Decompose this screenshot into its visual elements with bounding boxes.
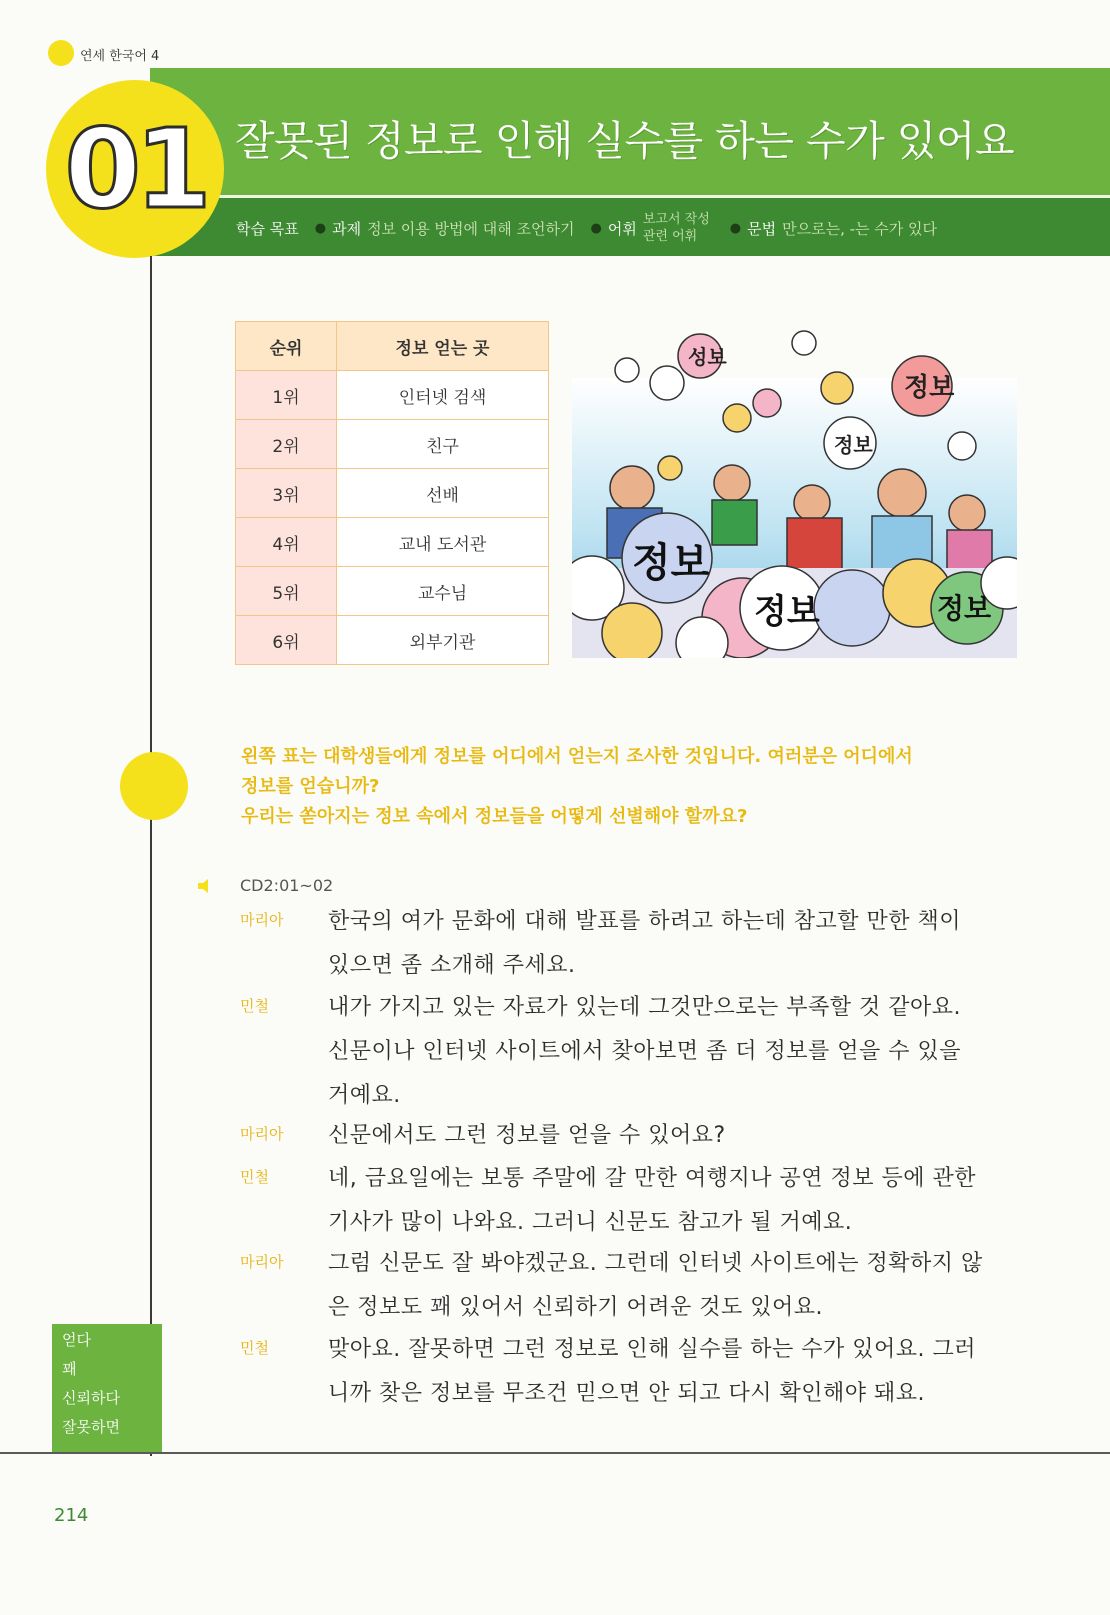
lesson-number: 01 [64,105,206,233]
svg-text:정보: 정보 [834,433,873,457]
dialogue-line: 한국의 여가 문화에 대해 발표를 하려고 하는데 참고할 만한 책이 [328,909,961,934]
rank-cell: 6위 [236,616,337,665]
vocabulary-item: 잘못하면 [62,1418,120,1436]
dialogue-line: 네, 금요일에는 보통 주말에 갈 만한 여행지나 공연 정보 등에 관한 [328,1166,976,1191]
side-decoration-dot [120,752,188,820]
page-number: 214 [54,1505,89,1526]
table-row [236,616,549,665]
audio-track-label: CD2:01~02 [240,876,334,895]
column-header-rank: 순위 [236,322,337,371]
source-cell: 교수님 [337,567,549,616]
speaker-name: 민철 [240,1168,269,1186]
svg-text:성보: 성보 [688,345,727,369]
question-line: 정보를 얻습니까? [241,776,380,797]
rank-cell: 1위 [236,371,337,420]
vocabulary-list [62,1326,162,1442]
table-row [236,469,549,518]
info-source-ranking-table [235,321,549,665]
table-row [236,567,549,616]
speaker-name: 마리아 [240,911,284,929]
vocabulary-item: 신뢰하다 [62,1389,120,1407]
header-dot [48,40,74,66]
table-row [236,518,549,567]
margin-rule [150,256,152,1456]
book-title: 연세 한국어 4 [80,49,160,64]
question-line: 왼쪽 표는 대학생들에게 정보를 어디에서 얻는지 조사한 것입니다. 여러분은 어디에서 [241,746,913,767]
rank-cell: 3위 [236,469,337,518]
dialogue-line: 기사가 많이 나와요. 그러니 신문도 참고가 될 거예요. [328,1210,853,1235]
task-value: 정보 이용 방법에 대해 조언하기 [367,219,575,238]
speaker-name: 마리아 [240,1253,284,1271]
dialogue-line: 맞아요. 잘못하면 그런 정보로 인해 실수를 하는 수가 있어요. 그러 [328,1337,976,1362]
bullet-icon: ● [314,220,327,236]
grammar-label: 문법 [747,219,777,238]
table-row [236,371,549,420]
vocabulary-item: 꽤 [62,1360,77,1378]
vocab-value-line2: 관련 어휘 [642,229,698,244]
information-overload-illustration [572,318,1017,658]
speaker-name: 민철 [240,1339,269,1357]
warmup-question [241,742,1011,832]
vocabulary-item: 얻다 [62,1331,91,1349]
svg-text:정보: 정보 [632,540,710,586]
source-cell: 인터넷 검색 [337,371,549,420]
rank-cell: 4위 [236,518,337,567]
bullet-icon: ● [729,220,742,236]
vocab-label: 어휘 [607,219,637,238]
source-cell: 선배 [337,469,549,518]
dialogue-line: 그럼 신문도 잘 봐야겠군요. 그런데 인터넷 사이트에는 정확하지 않 [328,1251,983,1276]
learning-objectives [236,206,1096,250]
svg-text:정보: 정보 [754,592,820,632]
source-cell: 교내 도서관 [337,518,549,567]
dialogue-line: 신문에서도 그런 정보를 얻을 수 있어요? [328,1123,726,1148]
rank-cell: 5위 [236,567,337,616]
dialogue-line: 은 정보도 꽤 있어서 신뢰하기 어려운 것도 있어요. [328,1295,823,1320]
footer-rule [0,1452,1110,1454]
vocab-value [643,211,710,245]
source-cell: 외부기관 [337,616,549,665]
bullet-icon: ● [590,220,602,236]
audio-speaker-icon[interactable] [196,877,214,895]
speaker-name: 마리아 [240,1125,284,1143]
source-cell: 친구 [337,420,549,469]
dialogue-line: 있으면 좀 소개해 주세요. [328,953,576,978]
table-row [236,420,549,469]
task-label: 과제 [332,219,362,238]
svg-text:정보: 정보 [937,592,992,625]
dialogue-line: 니까 찾은 정보를 무조건 믿으면 안 되고 다시 확인해야 돼요. [328,1381,925,1406]
objectives-label: 학습 목표 [236,219,299,238]
column-header-source: 정보 얻는 곳 [337,322,549,371]
svg-text:정보: 정보 [904,373,955,403]
table-header-row [236,322,549,371]
vocab-value-line1: 보고서 작성 [642,212,710,227]
speaker-name: 민철 [240,997,269,1015]
rank-cell: 2위 [236,420,337,469]
grammar-value: 만으로는, -는 수가 있다 [782,219,938,238]
dialogue-line: 신문이나 인터넷 사이트에서 찾아보면 좀 더 정보를 얻을 수 있을 [328,1039,961,1064]
lesson-title: 잘못된 정보로 인해 실수를 하는 수가 있어요 [235,117,1015,165]
dialogue-line: 거예요. [328,1083,401,1108]
question-line: 우리는 쏟아지는 정보 속에서 정보들을 어떻게 선별해야 할까요? [241,806,748,827]
dialogue-line: 내가 가지고 있는 자료가 있는데 그것만으로는 부족할 것 같아요. [328,995,961,1020]
